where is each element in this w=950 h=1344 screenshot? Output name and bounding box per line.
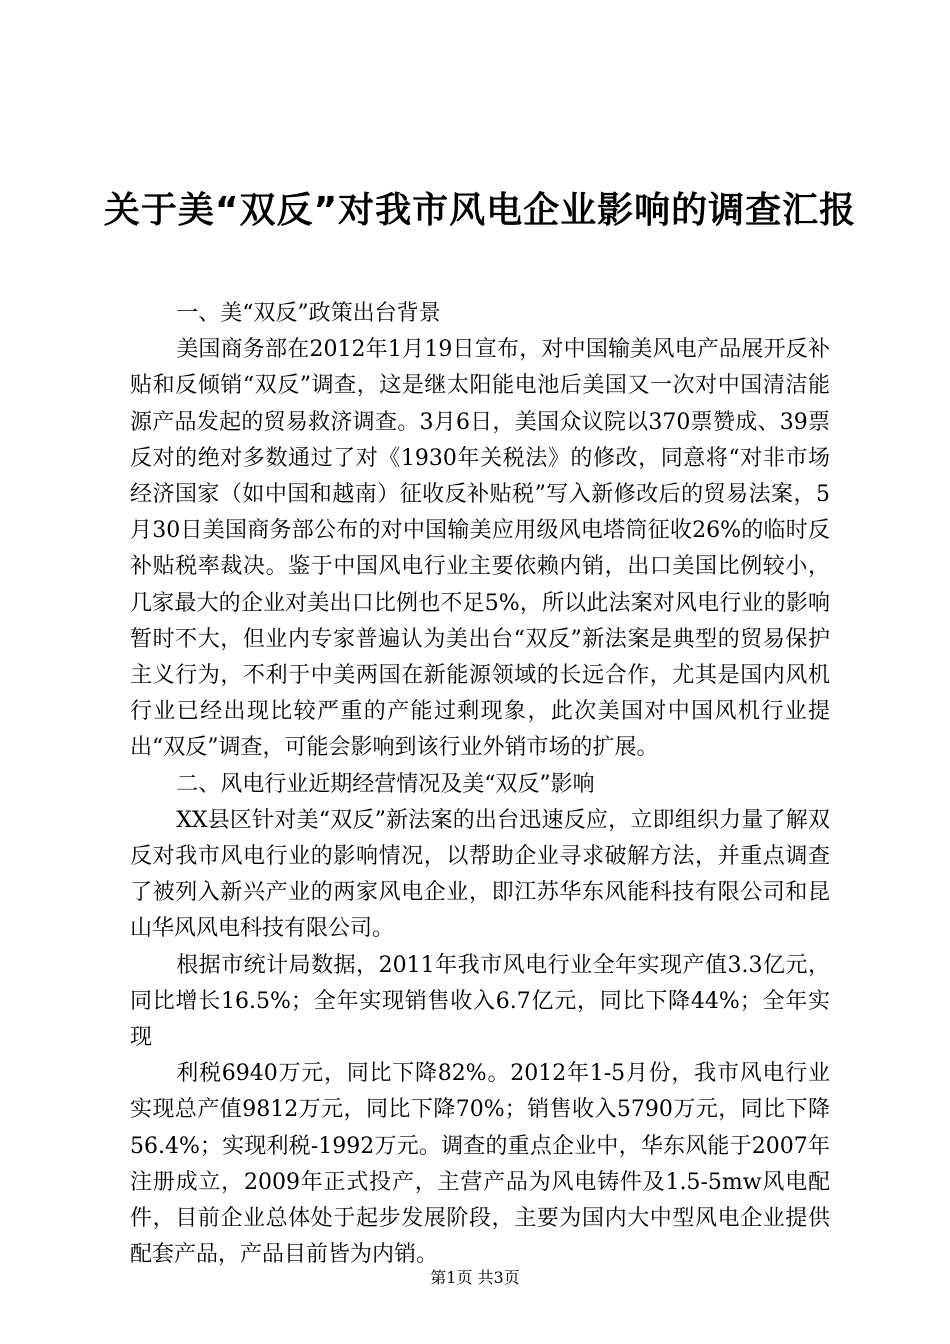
document-body: [130, 296, 830, 1273]
section-heading-background: 一、美“双反”政策出台背景: [176, 301, 441, 326]
paragraph-statistics: 根据市统计局数据，2011年我市风电行业全年实现产值3.3亿元，同比增长16.5%；全年实现销售收入6.7亿元，同比下降44%；全年实现: [130, 952, 830, 1051]
paragraph-response: XX县区针对美“双反”新法案的出台迅速反应，立即组织力量了解双反对我市风电行业的影响情况，以帮助企业寻求破解方法，并重点调查了被列入新兴产业的两家风电企业，即江苏华东风能科技有限公司和昆山华风风电科技有限公司。: [130, 807, 830, 942]
paragraph-background: 美国商务部在2012年1月19日宣布，对中国输美风电产品展开反补贴和反倾销“双反”调查，这是继太阳能电池后美国又一次对中国清洁能源产品发起的贸易救济调查。3月6日，美国众议院以370票赞成、39票反对的绝对多数通过了对《1930年关税法》的修改，同意将“对非市场经济国家（如中国和越南）征收反补贴税”写入新修改后的贸易法案，5月30日美国商务部公布的对中国输美应用级风电塔筒征收26%的临时反补贴税率裁决。鉴于中国风电行业主要依赖内销，出口美国比例较小，几家最大的企业对美出口比例也不足5%，所以此法案对风电行业的影响暂时不大，但业内专家普遍认为美出台“双反”新法案是典型的贸易保护主义行为，不利于中美两国在新能源领域的长远合作，尤其是国内风机行业已经出现比较严重的产能过剩现象，此次美国对中国风机行业提出“双反”调查，可能会影响到该行业外销市场的扩展。: [130, 337, 830, 761]
section-heading-operations: 二、风电行业近期经营情况及美“双反”影响: [176, 771, 595, 797]
page-footer: 第1页 共3页: [430, 1268, 520, 1287]
paragraph-profits: 利税6940万元，同比下降82%。2012年1-5月份，我市风电行业实现总产值9812万元，同比下降70%；销售收入5790万元，同比下降56.4%；实现利税-1992万元。调查的重点企业中，华东风能于2007年注册成立，2009年正式投产，主营产品为风电铸件及1.5-5mw风电配件，目前企业总体处于起步发展阶段，主要为国内大中型风电企业提供配套产品，产品目前皆为内销。: [130, 1061, 830, 1268]
document-title: 关于美“双反”对我市风电企业影响的调查汇报: [103, 190, 857, 231]
